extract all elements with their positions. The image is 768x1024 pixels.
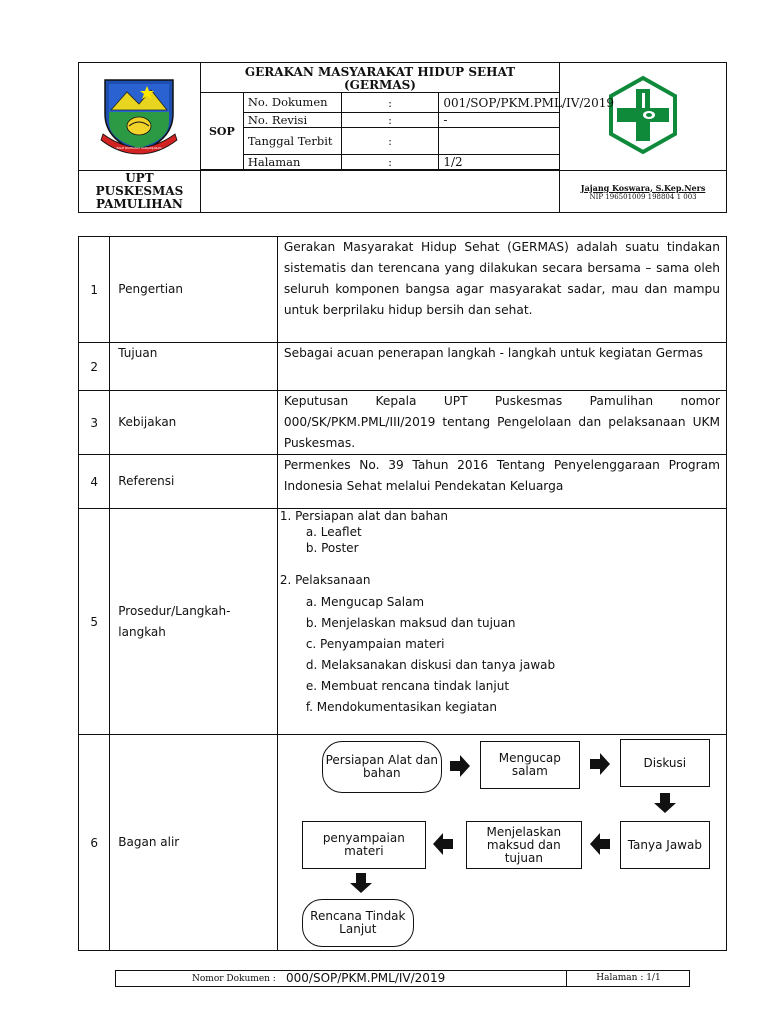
meta-label-no-dokumen: No. Dokumen bbox=[243, 93, 341, 113]
prosedur-label-line-1: Prosedur/Langkah- bbox=[118, 603, 231, 618]
org-line-1: UPT bbox=[125, 171, 154, 185]
org-line-2: PUSKESMAS bbox=[95, 184, 184, 198]
procedure-list bbox=[277, 509, 726, 735]
row-label-tujuan: Tujuan bbox=[110, 343, 278, 391]
signature-block bbox=[560, 171, 727, 213]
row-text-referensi: Permenkes No. 39 Tahun 2016 Tentang Penyelenggaraan Program Indonesia Sehat melalui Pendekatan Keluarga bbox=[277, 455, 726, 509]
sop-header bbox=[78, 62, 727, 213]
footer-doc-label: Nomor Dokumen : bbox=[192, 974, 276, 984]
meta-value-tanggal-terbit bbox=[439, 128, 727, 155]
procedure-substep: c. Penyampaian materi bbox=[305, 637, 445, 651]
table-row bbox=[79, 343, 727, 391]
signer-name: Jajang Koswara, S.Kep.Ners bbox=[580, 182, 706, 193]
empty-cell bbox=[200, 171, 559, 213]
arrow-right-icon bbox=[450, 755, 472, 777]
sop-label: SOP bbox=[200, 93, 243, 170]
flow-node-diskusi: Diskusi bbox=[620, 739, 710, 787]
flow-node-penyampaian-materi: penyampaian materi bbox=[302, 821, 426, 869]
meta-label-tanggal-terbit: Tanggal Terbit bbox=[243, 128, 341, 155]
org-line-3: PAMULIHAN bbox=[95, 197, 183, 211]
arrow-right-icon bbox=[590, 753, 612, 775]
logo-ribbon-text: BALE RUMAWAT PADJADJARAN bbox=[116, 145, 162, 150]
meta-colon: : bbox=[341, 113, 439, 128]
row-number: 1 bbox=[79, 237, 110, 343]
meta-label-halaman: Halaman bbox=[243, 155, 341, 170]
footer-doc-number: 000/SOP/PKM.PML/IV/2019 bbox=[286, 971, 446, 985]
organization-name bbox=[79, 171, 201, 213]
procedure-substep: a. Leaflet bbox=[305, 525, 362, 539]
procedure-substep: b. Poster bbox=[305, 541, 359, 555]
row-label-prosedur bbox=[110, 509, 278, 735]
sop-content-table bbox=[78, 236, 727, 951]
document-title bbox=[200, 63, 559, 93]
table-row bbox=[79, 509, 727, 735]
footer-page-cell bbox=[566, 970, 690, 987]
arrow-left-icon bbox=[433, 833, 455, 855]
procedure-substep: a. Mengucap Salam bbox=[305, 595, 425, 609]
row-label-kebijakan: Kebijakan bbox=[110, 391, 278, 455]
table-row bbox=[79, 735, 727, 951]
row-label-referensi: Referensi bbox=[110, 455, 278, 509]
row-text-kebijakan: Keputusan Kepala UPT Puskesmas Pamulihan nomor 000/SK/PKM.PML/III/2019 tentang Pengelolaan dan pelaksanaan UKM Puskesmas. bbox=[277, 391, 726, 455]
meta-value-no-dokumen: 001/SOP/PKM.PML/IV/2019 bbox=[439, 93, 727, 113]
title-line-2: (GERMAS) bbox=[344, 77, 416, 92]
title-line-1: GERAKAN MASYARAKAT HIDUP SEHAT bbox=[244, 64, 516, 79]
puskesmas-logo-icon bbox=[603, 75, 683, 155]
flow-node-tanya-jawab: Tanya Jawab bbox=[620, 821, 710, 869]
table-row bbox=[79, 391, 727, 455]
flow-node-menjelaskan: Menjelaskan maksud dan tujuan bbox=[466, 821, 582, 869]
row-number: 6 bbox=[79, 735, 110, 951]
meta-colon: : bbox=[341, 128, 439, 155]
row-label-pengertian: Pengertian bbox=[110, 237, 278, 343]
document-footer bbox=[115, 970, 690, 987]
procedure-substep: b. Menjelaskan maksud dan tujuan bbox=[305, 616, 516, 630]
table-row bbox=[79, 237, 727, 343]
district-logo-cell bbox=[79, 63, 201, 171]
procedure-substep: e. Membuat rencana tindak lanjut bbox=[305, 679, 510, 693]
arrow-down-icon bbox=[350, 873, 372, 895]
meta-value-no-revisi: - bbox=[439, 113, 727, 128]
flow-node-persiapan: Persiapan Alat dan bahan bbox=[322, 741, 442, 793]
procedure-step-2: 2. Pelaksanaan bbox=[279, 573, 371, 587]
footer-page: Halaman : 1/1 bbox=[596, 973, 661, 983]
procedure-step-1: 1. Persiapan alat dan bahan bbox=[279, 509, 449, 523]
district-logo-icon bbox=[99, 74, 179, 156]
row-number: 2 bbox=[79, 343, 110, 391]
meta-label-no-revisi: No. Revisi bbox=[243, 113, 341, 128]
meta-colon: : bbox=[341, 93, 439, 113]
procedure-substep: d. Melaksanakan diskusi dan tanya jawab bbox=[305, 658, 556, 672]
flow-node-rencana-tindak-lanjut: Rencana Tindak Lanjut bbox=[302, 899, 414, 947]
table-row bbox=[79, 455, 727, 509]
row-text-pengertian: Gerakan Masyarakat Hidup Sehat (GERMAS) adalah suatu tindakan sistematis dan terencana yang dilakukan secara bersama – sama oleh seluruh komponen bangsa agar masyarakat sadar, mau dan mampu untuk berprilaku hidup bersih dan sehat. bbox=[277, 237, 726, 343]
arrow-down-icon bbox=[654, 793, 676, 815]
row-label-bagan-alir: Bagan alir bbox=[110, 735, 278, 951]
row-text-tujuan: Sebagai acuan penerapan langkah - langkah untuk kegiatan Germas bbox=[277, 343, 726, 391]
meta-colon: : bbox=[341, 155, 439, 170]
row-number: 3 bbox=[79, 391, 110, 455]
arrow-left-icon bbox=[590, 833, 612, 855]
flowchart bbox=[277, 735, 726, 951]
signer-nip: NIP 196501009 198804 1 003 bbox=[589, 192, 697, 201]
meta-value-halaman: 1/2 bbox=[439, 155, 727, 170]
row-number: 5 bbox=[79, 509, 110, 735]
flow-node-mengucap-salam: Mengucap salam bbox=[480, 741, 580, 789]
procedure-substep: f. Mendokumentasikan kegiatan bbox=[305, 700, 498, 714]
prosedur-label-line-2: langkah bbox=[118, 624, 166, 639]
row-number: 4 bbox=[79, 455, 110, 509]
